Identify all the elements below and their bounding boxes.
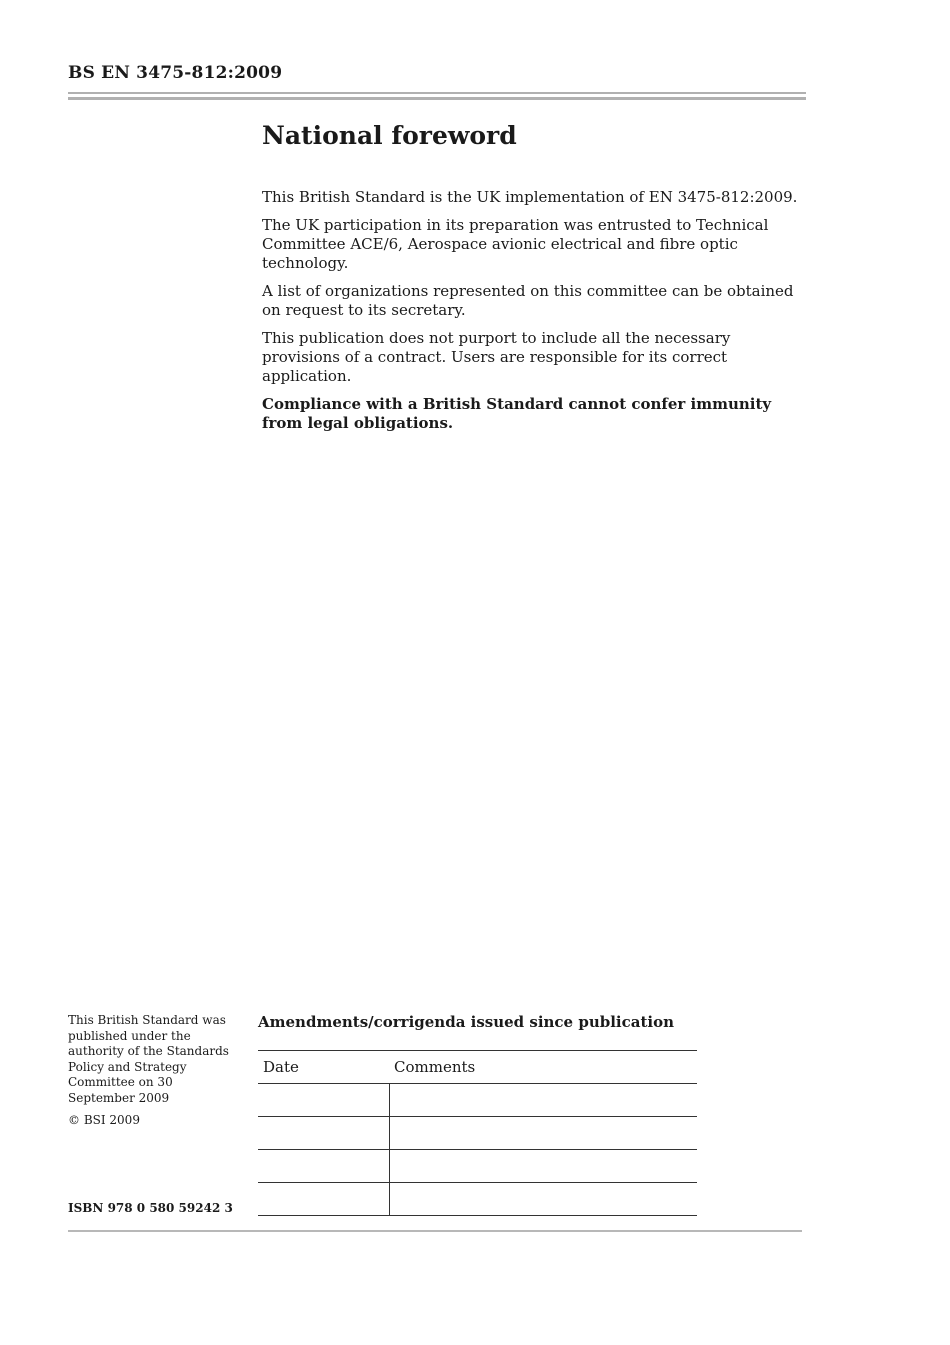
compliance-note: Compliance with a British Standard cannot confer immunity from legal obligations. (262, 395, 772, 432)
table-header-row (258, 1051, 697, 1084)
foreword-paragraph: The UK participation in its preparation was entrusted to Technical Committee ACE/6, Aerospace avionic electrical and fibre optic technology. (262, 216, 769, 272)
table-row (258, 1117, 697, 1150)
amendments-title: Amendments/corrigenda issued since publication (258, 1013, 674, 1031)
publication-statement: This British Standard was published under the authority of the Standards Policy and Strategy Committee on 30 September 2009 (68, 1013, 229, 1105)
comments-cell (389, 1150, 697, 1183)
copyright-notice: © BSI 2009 (68, 1113, 140, 1127)
column-header-date: Date (258, 1051, 389, 1084)
comments-cell (389, 1183, 697, 1216)
document-id: BS EN 3475-812:2009 (68, 63, 283, 83)
header-rule-lower (68, 97, 806, 100)
table-row (258, 1084, 697, 1117)
foreword-paragraph: A list of organizations represented on this committee can be obtained on request to its secretary. (262, 282, 794, 319)
comments-cell (389, 1084, 697, 1117)
date-cell (258, 1117, 389, 1150)
date-cell (258, 1150, 389, 1183)
date-cell (258, 1084, 389, 1117)
amendments-table (258, 1050, 697, 1216)
column-header-comments: Comments (389, 1051, 697, 1084)
isbn: ISBN 978 0 580 59242 3 (68, 1201, 233, 1215)
header-rule-upper (68, 92, 806, 94)
publication-sidenote (68, 1013, 238, 1136)
foreword-paragraph: This publication does not purport to include all the necessary provisions of a contract. Users are responsible for its correct application. (262, 329, 731, 385)
foreword-body (262, 188, 807, 442)
foreword-paragraph: This British Standard is the UK implementation of EN 3475-812:2009. (262, 188, 798, 206)
table-row (258, 1150, 697, 1183)
table-row (258, 1183, 697, 1216)
comments-cell (389, 1117, 697, 1150)
date-cell (258, 1183, 389, 1216)
footer-rule (68, 1230, 802, 1232)
page-title: National foreword (262, 121, 517, 150)
